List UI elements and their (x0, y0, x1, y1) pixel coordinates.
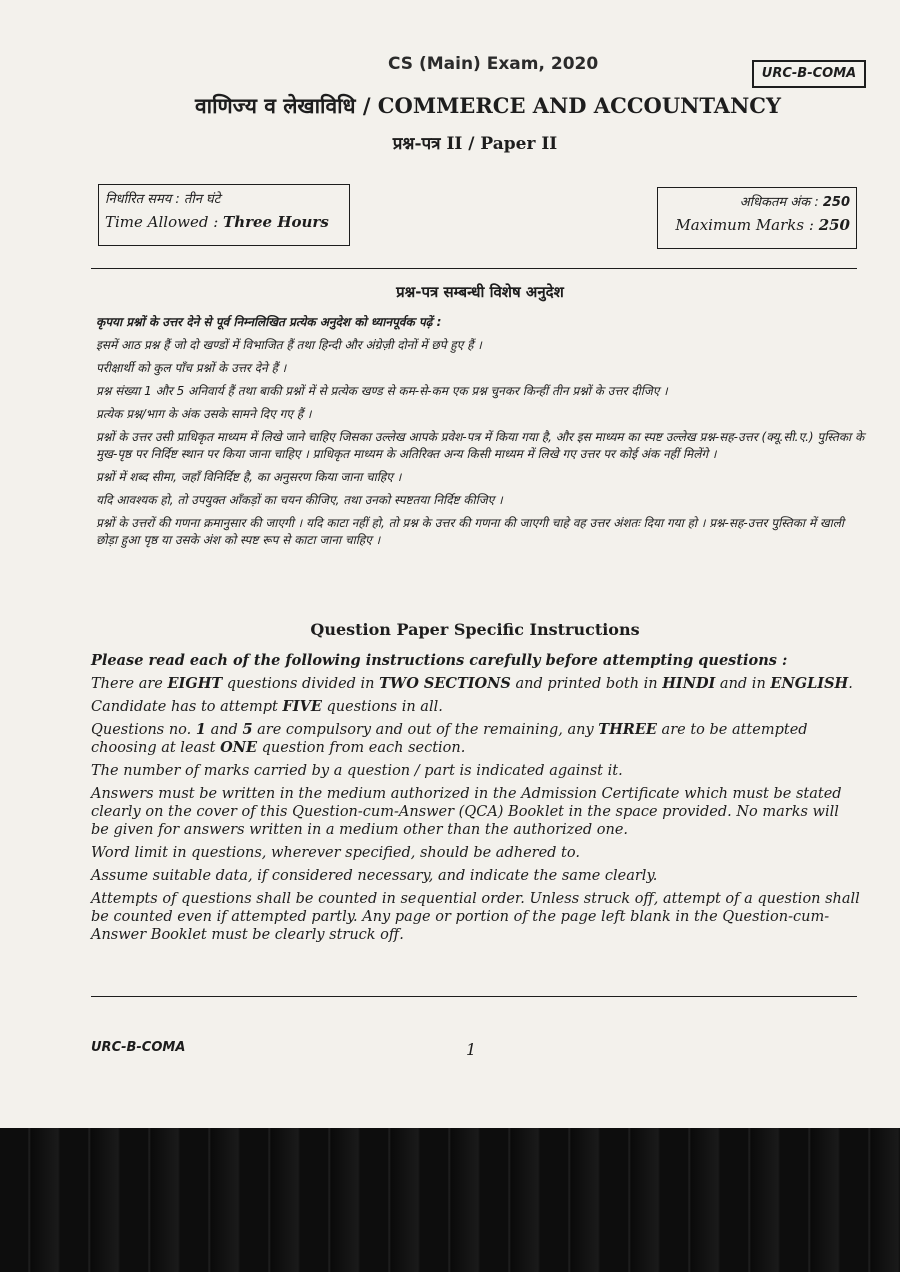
hindi-instructions-heading: प्रश्न-पत्र सम्बन्धी विशेष अनुदेश (396, 283, 564, 301)
english-instructions-heading: Question Paper Specific Instructions (310, 620, 640, 639)
bottom-divider (91, 996, 857, 997)
time-allowed-english: Time Allowed : Three Hours (105, 213, 329, 231)
exam-name: CS (Main) Exam, 2020 (388, 54, 599, 74)
paper-number: प्रश्न-पत्र II / Paper II (392, 134, 558, 154)
page-number: 1 (466, 1040, 477, 1059)
hindi-instruction-item: यदि आवश्यक हो, तो उपयुक्त आँकड़ों का चयन कीजिए, तथा उनको स्पष्टतया निर्दिष्ट कीजिए । (96, 493, 503, 507)
english-instructions-list (91, 652, 861, 949)
english-instruction-item: The number of marks carried by a question / part is indicated against it. (91, 763, 623, 779)
footer-paper-code: URC-B-COMA (91, 1040, 186, 1055)
hindi-instruction-item: प्रश्न संख्या 1 और 5 अनिवार्य हैं तथा बाकी प्रश्नों में से प्रत्येक खण्ड से कम-से-कम एक प्रश्न चुनकर किन्हीं तीन प्रश्नों के उत्तर दीजिए । (96, 384, 668, 398)
hindi-instruction-item: प्रत्येक प्रश्न/भाग के अंक उसके सामने दिए गए हैं । (96, 407, 312, 421)
english-instruction-item: Assume suitable data, if considered necessary, and indicate the same clearly. (91, 868, 658, 884)
english-instruction-item: Attempts of questions shall be counted in sequential order. Unless struck off, attempt of a question shall be counted even if attempted partly. Any page or portion of the page left blank in the Question-cum-Answer Booklet must be clearly struck off. (91, 891, 860, 943)
maximum-marks-hindi: अधिकतम अंक : 250 (739, 195, 850, 210)
paper-code-badge: URC-B-COMA (752, 60, 866, 88)
scan-margin (0, 1128, 900, 1272)
hindi-instruction-item: प्रश्नों के उत्तर उसी प्राधिकृत माध्यम में लिखे जाने चाहिए जिसका उल्लेख आपके प्रवेश-पत्र में किया गया है, और इस माध्यम का स्पष्ट उल्लेख प्रश्न-सह-उत्तर (क्यू.सी.ए.) पुस्तिका के मुख-पृष्ठ पर निर्दिष्ट स्थान पर किया जाना चाहिए । प्राधिकृत माध्यम के अतिरिक्त अन्य किसी माध्यम में लिखे गए उत्तर पर कोई अंक नहीं मिलेंगे । (96, 430, 865, 461)
maximum-marks-box (657, 187, 857, 249)
hindi-instruction-item: प्रश्नों के उत्तरों की गणना क्रमानुसार की जाएगी । यदि काटा नहीं हो, तो प्रश्न के उत्तर की गणना की जाएगी चाहे वह उत्तर अंशतः दिया गया हो । प्रश्न-सह-उत्तर पुस्तिका में खाली छोड़ा हुआ पृष्ठ या उसके अंश को स्पष्ट रूप से काटा जाना चाहिए । (96, 516, 844, 547)
time-allowed-hindi: निर्धारित समय : तीन घंटे (105, 192, 221, 207)
hindi-instruction-item: प्रश्नों में शब्द सीमा, जहाँ विनिर्दिष्ट है, का अनुसरण किया जाना चाहिए । (96, 470, 402, 484)
paper-title: वाणिज्य व लेखाविधि / COMMERCE AND ACCOUNTANCY (194, 93, 782, 118)
english-instruction-item: Questions no. 1 and 5 are compulsory and out of the remaining, any THREE are to be attempted choosing at least ONE question from each section. (91, 721, 808, 756)
hindi-instruction-item: परीक्षार्थी को कुल पाँच प्रश्नों के उत्तर देने हैं । (96, 361, 287, 375)
top-divider (91, 268, 857, 269)
english-instruction-item: There are EIGHT questions divided in TWO SECTIONS and printed both in HINDI and in ENGLISH. (91, 675, 853, 692)
english-instructions-intro: Please read each of the following instructions carefully before attempting questions : (91, 652, 788, 669)
maximum-marks-english: Maximum Marks : 250 (675, 216, 850, 234)
english-instruction-item: Answers must be written in the medium authorized in the Admission Certificate which must be stated clearly on the cover of this Question-cum-Answer (QCA) Booklet in the space provided. No marks will be given for answers written in a medium other than the authorized one. (91, 786, 842, 838)
hindi-instructions-list (96, 314, 866, 555)
time-allowed-box (98, 184, 350, 246)
hindi-instruction-item: कृपया प्रश्नों के उत्तर देने से पूर्व निम्नलिखित प्रत्येक अनुदेश को ध्यानपूर्वक पढ़ें : (96, 315, 442, 329)
english-instruction-item: Word limit in questions, wherever specified, should be adhered to. (91, 845, 580, 861)
english-instruction-item: Candidate has to attempt FIVE questions in all. (91, 698, 443, 715)
hindi-instruction-item: इसमें आठ प्रश्न हैं जो दो खण्डों में विभाजित हैं तथा हिन्दी और अंग्रेज़ी दोनों में छपे हुए हैं । (96, 338, 482, 352)
